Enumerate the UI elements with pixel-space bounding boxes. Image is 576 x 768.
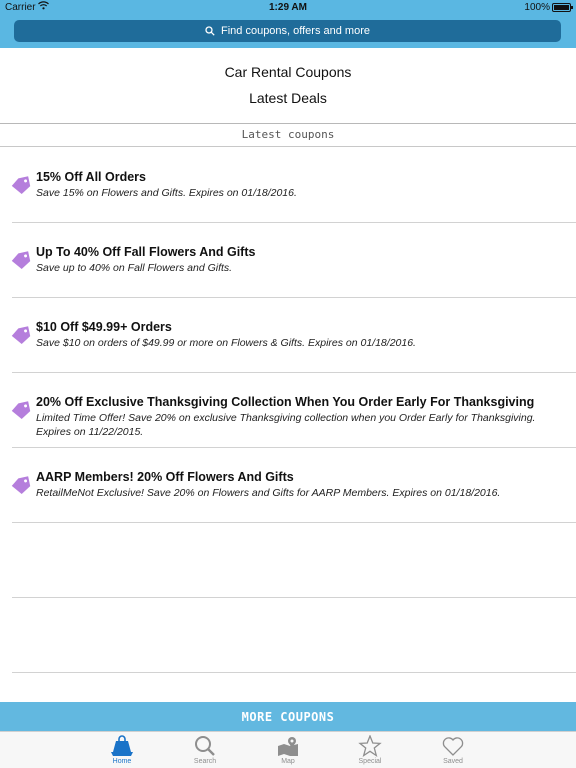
- coupon-description: Save 15% on Flowers and Gifts. Expires on 01/18/2016.: [36, 187, 297, 199]
- coupon-title: 15% Off All Orders: [36, 170, 146, 184]
- tab-bar: [0, 731, 576, 768]
- tab-label: Search: [193, 758, 217, 765]
- page-header: [0, 48, 576, 124]
- coupon-item[interactable]: [0, 148, 576, 223]
- coupon-title: 20% Off Exclusive Thanksgiving Collection When You Order Early For Thanksgiving: [36, 395, 535, 409]
- status-bar: [0, 0, 576, 16]
- coupon-item[interactable]: [0, 448, 576, 523]
- search-icon: [205, 26, 215, 36]
- coupon-description: Limited Time Offer! Save 20% on exclusive Thanksgiving collection when you Order Early for Thanksgiving. Expires on 11/22/2015.: [36, 412, 536, 438]
- search-placeholder: Find coupons, offers and more: [221, 25, 370, 37]
- more-coupons-button[interactable]: MORE COUPONS: [0, 702, 576, 731]
- tag-icon: [10, 325, 32, 347]
- tag-icon: [10, 400, 32, 422]
- coupon-description: RetailMeNot Exclusive! Save 20% on Flowers and Gifts for AARP Members. Expires on 01/18/2016.: [36, 487, 501, 499]
- coupon-description: Save $10 on orders of $49.99 or more on Flowers & Gifts. Expires on 01/18/2016.: [36, 337, 416, 349]
- battery-icon: [552, 3, 571, 12]
- coupon-title: Up To 40% Off Fall Flowers And Gifts: [36, 245, 256, 259]
- coupon-description: Save up to 40% on Fall Flowers and Gifts.: [36, 262, 233, 274]
- coupon-title: $10 Off $49.99+ Orders: [36, 320, 172, 334]
- section-label: Latest coupons: [0, 125, 576, 147]
- tab-special[interactable]: [340, 733, 400, 768]
- shopping-bag-icon: [92, 735, 152, 757]
- tag-icon: [10, 475, 32, 497]
- tab-saved[interactable]: [423, 733, 483, 768]
- heart-icon: [423, 735, 483, 757]
- top-bar: [0, 0, 576, 48]
- tab-label: Saved: [443, 758, 463, 765]
- search-bar[interactable]: [14, 20, 561, 42]
- divider: [12, 672, 576, 673]
- empty-list-row: [0, 598, 576, 673]
- tag-icon: [10, 250, 32, 272]
- tab-label: Home: [112, 758, 132, 765]
- star-icon: [340, 735, 400, 757]
- tab-label: Special: [358, 758, 382, 765]
- tab-map[interactable]: [258, 733, 318, 768]
- page-title: Car Rental Coupons: [224, 64, 352, 80]
- tab-search[interactable]: [175, 733, 235, 768]
- battery-percent: 100%: [524, 2, 550, 13]
- tab-home[interactable]: [92, 733, 152, 768]
- tab-label: Map: [281, 758, 295, 765]
- coupon-item[interactable]: [0, 373, 576, 448]
- map-icon: [258, 735, 318, 757]
- page-subtitle: Latest Deals: [249, 90, 327, 106]
- coupon-item[interactable]: [0, 298, 576, 373]
- search-icon: [175, 735, 235, 757]
- coupon-item[interactable]: [0, 223, 576, 298]
- clock: 1:29 AM: [269, 2, 307, 13]
- empty-list-row: [0, 523, 576, 598]
- coupon-list: [0, 148, 576, 673]
- coupon-title: AARP Members! 20% Off Flowers And Gifts: [36, 470, 294, 484]
- tag-icon: [10, 175, 32, 197]
- carrier-label: Carrier: [5, 2, 36, 13]
